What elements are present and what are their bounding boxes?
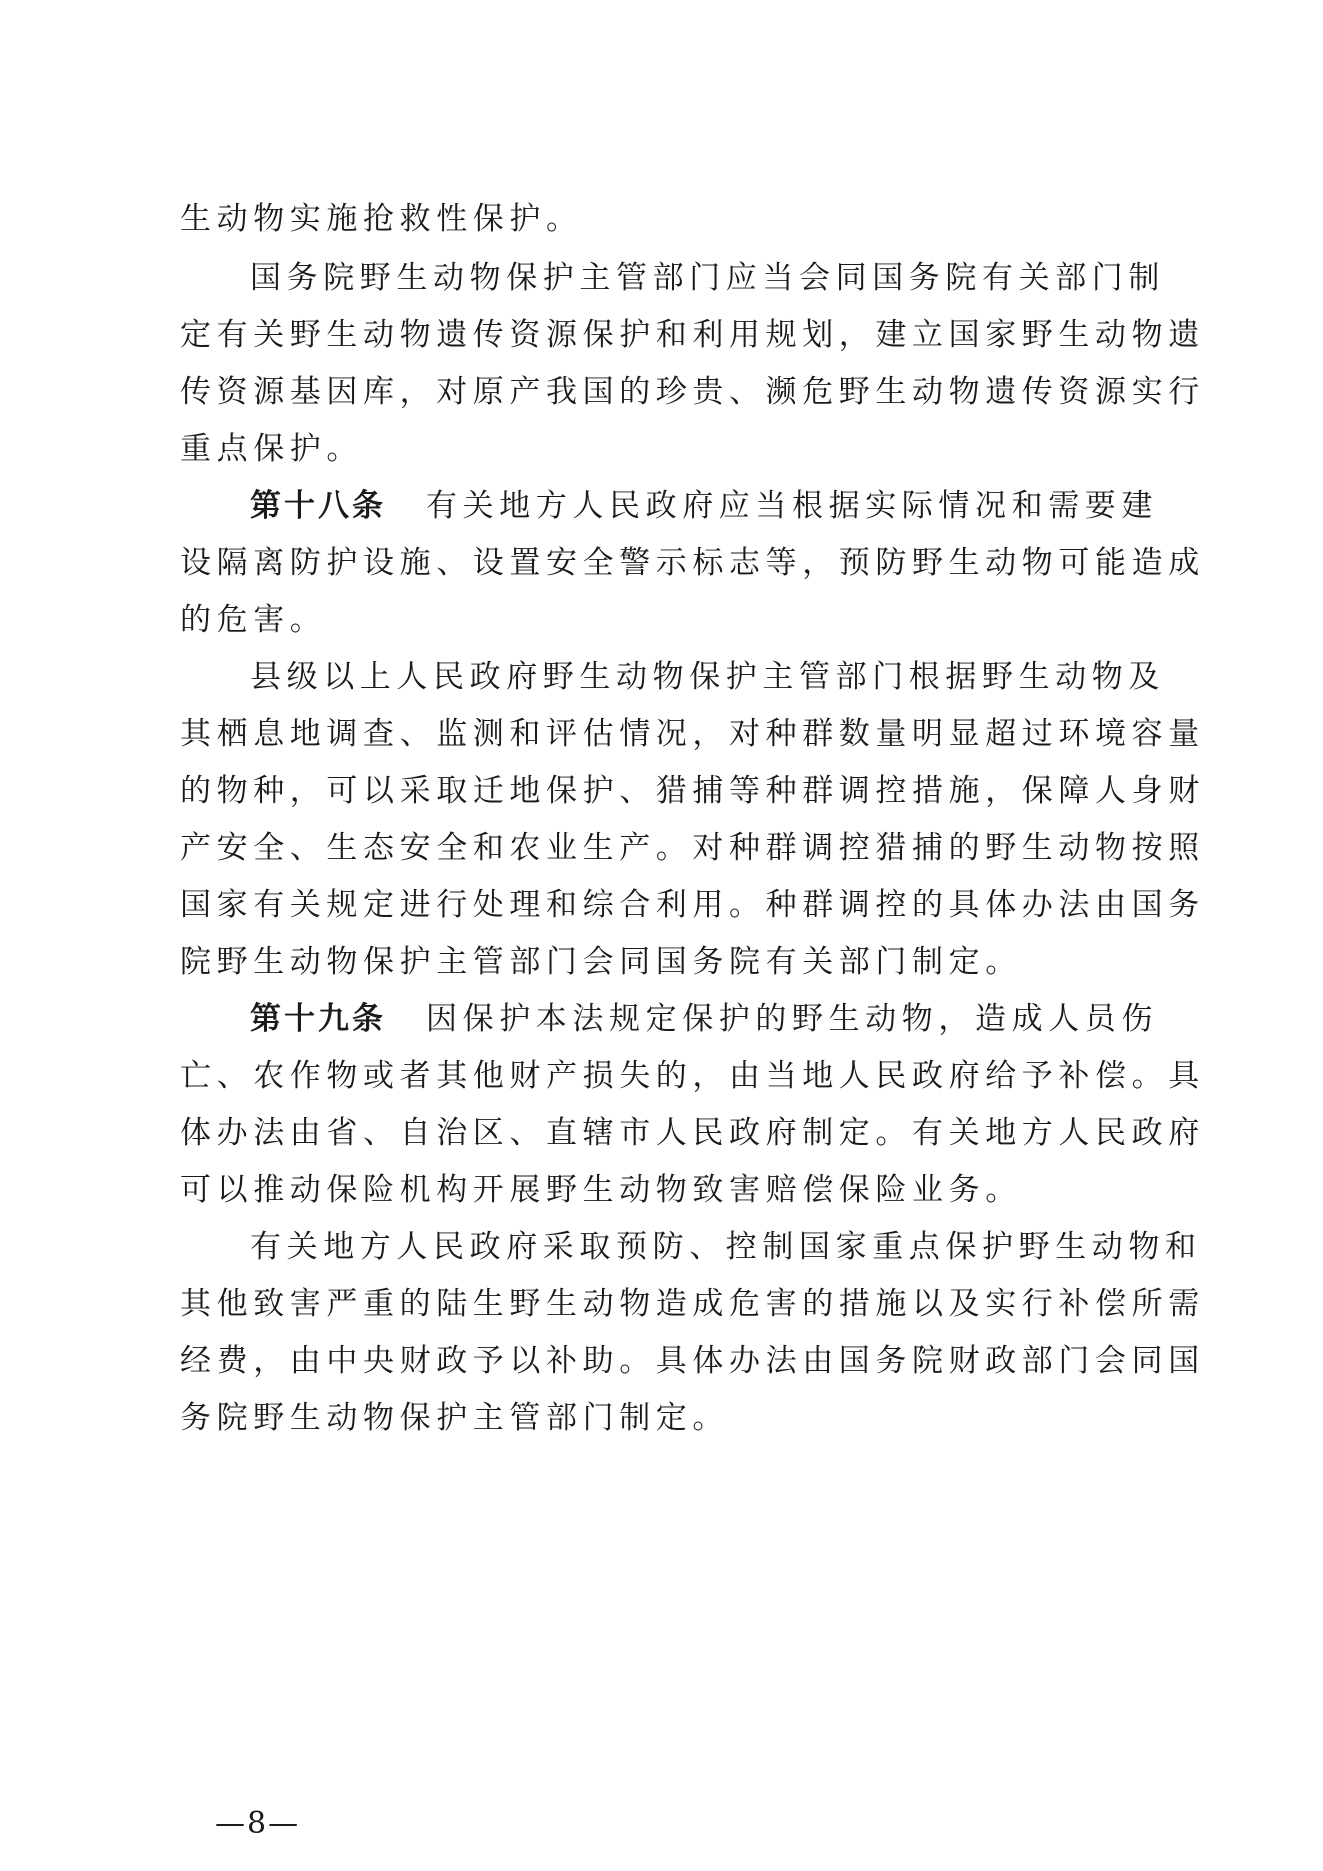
article-heading-19: 第十九条	[250, 1001, 386, 1037]
text-line: 传资源基因库，对原产我国的珍贵、濒危野生动物遗传资源实行	[180, 374, 1205, 410]
text-line: 国家有关规定进行处理和综合利用。种群调控的具体办法由国务	[180, 887, 1205, 923]
text-line: 的危害。	[180, 602, 327, 638]
article-18-first-line	[250, 486, 1158, 526]
text-line: 设隔离防护设施、设置安全警示标志等，预防野生动物可能造成	[180, 545, 1205, 581]
text-line: 体办法由省、自治区、直辖市人民政府制定。有关地方人民政府	[180, 1115, 1205, 1151]
text-line: 国务院野生动物保护主管部门应当会同国务院有关部门制	[250, 260, 1165, 296]
text-line: 产安全、生态安全和农业生产。对种群调控猎捕的野生动物按照	[180, 830, 1205, 866]
article-heading-18: 第十八条	[250, 488, 386, 524]
text-line: 定有关野生动物遗传资源保护和利用规划，建立国家野生动物遗	[180, 317, 1205, 353]
page-number: —8—	[215, 1806, 301, 1841]
text-line: 县级以上人民政府野生动物保护主管部门根据野生动物及	[250, 659, 1165, 695]
text-line: 务院野生动物保护主管部门制定。	[180, 1400, 729, 1436]
text-line: 其他致害严重的陆生野生动物造成危害的措施以及实行补偿所需	[180, 1286, 1205, 1322]
text-line: 重点保护。	[180, 431, 363, 467]
article-19-first-line	[250, 999, 1158, 1039]
text-line: 可以推动保险机构开展野生动物致害赔偿保险业务。	[180, 1172, 1022, 1208]
text-line: 亡、农作物或者其他财产损失的，由当地人民政府给予补偿。具	[180, 1058, 1205, 1094]
text-line: 的物种，可以采取迁地保护、猎捕等种群调控措施，保障人身财	[180, 773, 1205, 809]
text-line: 院野生动物保护主管部门会同国务院有关部门制定。	[180, 944, 1022, 980]
text-line: 其栖息地调查、监测和评估情况，对种群数量明显超过环境容量	[180, 716, 1205, 752]
text-line: 经费，由中央财政予以补助。具体办法由国务院财政部门会同国	[180, 1343, 1205, 1379]
text-line: 因保护本法规定保护的野生动物，造成人员伤	[426, 1001, 1158, 1037]
text-line: 生动物实施抢救性保护。	[180, 201, 583, 237]
text-line: 有关地方人民政府采取预防、控制国家重点保护野生动物和	[250, 1229, 1202, 1265]
text-line: 有关地方人民政府应当根据实际情况和需要建	[426, 488, 1158, 524]
